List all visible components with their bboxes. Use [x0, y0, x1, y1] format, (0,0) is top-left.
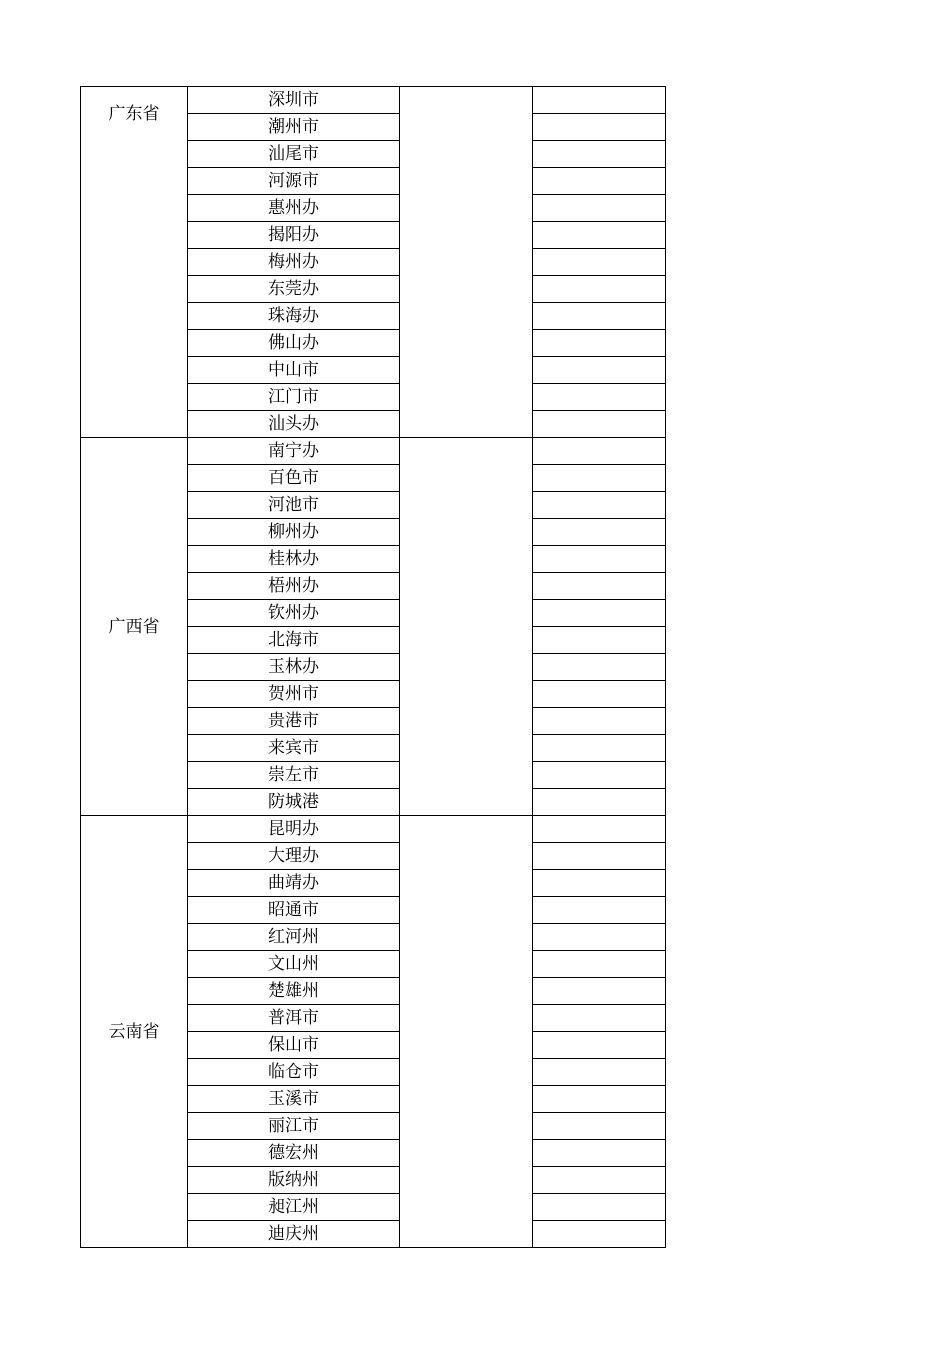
blank-merged-cell	[400, 87, 533, 438]
city-cell: 汕头办	[188, 411, 400, 438]
value-cell[interactable]	[533, 330, 666, 357]
city-cell: 防城港	[188, 789, 400, 816]
city-cell: 柳州办	[188, 519, 400, 546]
blank-merged-cell	[400, 438, 533, 816]
value-cell[interactable]	[533, 654, 666, 681]
city-cell: 昶江州	[188, 1194, 400, 1221]
value-cell[interactable]	[533, 708, 666, 735]
city-cell: 贵港市	[188, 708, 400, 735]
value-cell[interactable]	[533, 951, 666, 978]
city-cell: 佛山办	[188, 330, 400, 357]
value-cell[interactable]	[533, 1113, 666, 1140]
city-cell: 汕尾市	[188, 141, 400, 168]
value-cell[interactable]	[533, 195, 666, 222]
value-cell[interactable]	[533, 789, 666, 816]
value-cell[interactable]	[533, 1167, 666, 1194]
value-cell[interactable]	[533, 141, 666, 168]
city-cell: 桂林办	[188, 546, 400, 573]
city-cell: 钦州办	[188, 600, 400, 627]
city-cell: 来宾市	[188, 735, 400, 762]
value-cell[interactable]	[533, 762, 666, 789]
city-cell: 梧州办	[188, 573, 400, 600]
city-cell: 曲靖办	[188, 870, 400, 897]
value-cell[interactable]	[533, 1140, 666, 1167]
blank-merged-cell	[400, 816, 533, 1248]
city-cell: 河源市	[188, 168, 400, 195]
city-cell: 崇左市	[188, 762, 400, 789]
value-cell[interactable]	[533, 1005, 666, 1032]
value-cell[interactable]	[533, 465, 666, 492]
city-cell: 玉溪市	[188, 1086, 400, 1113]
city-cell: 惠州办	[188, 195, 400, 222]
value-cell[interactable]	[533, 384, 666, 411]
value-cell[interactable]	[533, 411, 666, 438]
region-table	[80, 86, 666, 1248]
value-cell[interactable]	[533, 681, 666, 708]
city-cell: 东莞办	[188, 276, 400, 303]
city-cell: 迪庆州	[188, 1221, 400, 1248]
value-cell[interactable]	[533, 1086, 666, 1113]
value-cell[interactable]	[533, 816, 666, 843]
city-cell: 中山市	[188, 357, 400, 384]
table-row	[81, 438, 666, 465]
value-cell[interactable]	[533, 87, 666, 114]
city-cell: 保山市	[188, 1032, 400, 1059]
value-cell[interactable]	[533, 870, 666, 897]
province-cell: 广东省	[81, 87, 188, 438]
value-cell[interactable]	[533, 1032, 666, 1059]
province-cell: 云南省	[81, 816, 188, 1248]
city-cell: 德宏州	[188, 1140, 400, 1167]
value-cell[interactable]	[533, 519, 666, 546]
value-cell[interactable]	[533, 222, 666, 249]
city-cell: 珠海办	[188, 303, 400, 330]
value-cell[interactable]	[533, 1221, 666, 1248]
city-cell: 丽江市	[188, 1113, 400, 1140]
city-cell: 北海市	[188, 627, 400, 654]
city-cell: 揭阳办	[188, 222, 400, 249]
value-cell[interactable]	[533, 573, 666, 600]
table-row	[81, 816, 666, 843]
value-cell[interactable]	[533, 357, 666, 384]
value-cell[interactable]	[533, 1059, 666, 1086]
city-cell: 河池市	[188, 492, 400, 519]
city-cell: 昆明办	[188, 816, 400, 843]
city-cell: 普洱市	[188, 1005, 400, 1032]
province-cell: 广西省	[81, 438, 188, 816]
value-cell[interactable]	[533, 627, 666, 654]
table-row	[81, 87, 666, 114]
city-cell: 大理办	[188, 843, 400, 870]
value-cell[interactable]	[533, 492, 666, 519]
value-cell[interactable]	[533, 843, 666, 870]
value-cell[interactable]	[533, 546, 666, 573]
city-cell: 潮州市	[188, 114, 400, 141]
value-cell[interactable]	[533, 978, 666, 1005]
city-cell: 临仓市	[188, 1059, 400, 1086]
city-cell: 楚雄州	[188, 978, 400, 1005]
city-cell: 昭通市	[188, 897, 400, 924]
city-cell: 贺州市	[188, 681, 400, 708]
city-cell: 江门市	[188, 384, 400, 411]
value-cell[interactable]	[533, 276, 666, 303]
value-cell[interactable]	[533, 438, 666, 465]
value-cell[interactable]	[533, 735, 666, 762]
value-cell[interactable]	[533, 897, 666, 924]
city-cell: 红河州	[188, 924, 400, 951]
value-cell[interactable]	[533, 168, 666, 195]
city-cell: 玉林办	[188, 654, 400, 681]
value-cell[interactable]	[533, 303, 666, 330]
city-cell: 版纳州	[188, 1167, 400, 1194]
city-cell: 百色市	[188, 465, 400, 492]
value-cell[interactable]	[533, 600, 666, 627]
value-cell[interactable]	[533, 114, 666, 141]
city-cell: 文山州	[188, 951, 400, 978]
city-cell: 南宁办	[188, 438, 400, 465]
region-table-body	[81, 87, 666, 1248]
city-cell: 梅州办	[188, 249, 400, 276]
value-cell[interactable]	[533, 249, 666, 276]
value-cell[interactable]	[533, 924, 666, 951]
city-cell: 深圳市	[188, 87, 400, 114]
value-cell[interactable]	[533, 1194, 666, 1221]
